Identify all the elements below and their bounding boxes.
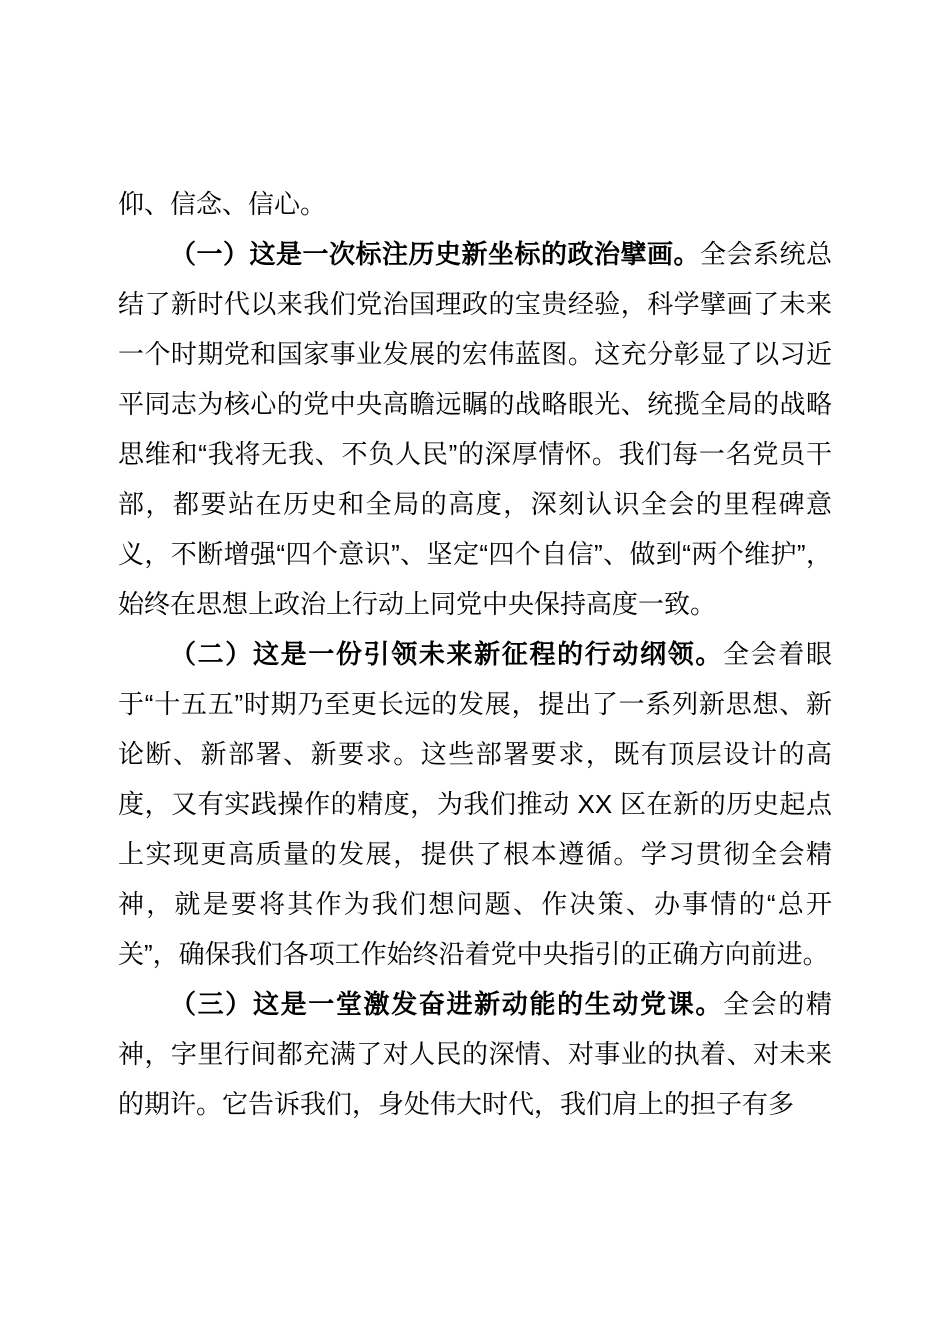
paragraph-continuation: 仰、信念、信心。 (118, 189, 327, 219)
section-1-heading: （一）这是一次标注历史新坐标的政治擘画。 (170, 239, 700, 269)
section-2-heading: （二）这是一份引领未来新征程的行动纲领。 (170, 639, 724, 669)
section-3-heading: （三）这是一堂激发奋进新动能的生动党课。 (170, 989, 724, 1019)
section-2-body: 全会着眼于“十五五”时期乃至更长远的发展，提出了一系列新思想、新论断、新部署、新要求。这些部署要求，既有顶层设计的高度，又有实践操作的精度，为我们推动 XX 区在新的历史起点上实现更高质量的发展，提供了根本遵循。学习贯彻全会精神，就是要将其作为我们想问题、作决策、办事情的“总开关”，确保我们各项工作始终沿着党中央指引的正确方向前进。 (118, 639, 832, 969)
paragraph-section-3 (118, 979, 832, 1129)
paragraph-section-1 (118, 229, 832, 629)
section-3-body: 全会的精神，字里行间都充满了对人民的深情、对事业的执着、对未来的期许。它告诉我们，身处伟大时代，我们肩上的担子有多 (118, 989, 832, 1119)
section-1-body: 全会系统总结了新时代以来我们党治国理政的宝贵经验，科学擘画了未来一个时期党和国家事业发展的宏伟蓝图。这充分彰显了以习近平同志为核心的党中央高瞻远瞩的战略眼光、统揽全局的战略思维和“我将无我、不负人民”的深厚情怀。我们每一名党员干部，都要站在历史和全局的高度，深刻认识全会的里程碑意义，不断增强“四个意识”、坚定“四个自信”、做到“两个维护”，始终在思想上政治上行动上同党中央保持高度一致。 (118, 239, 832, 619)
paragraph-section-2 (118, 629, 832, 979)
